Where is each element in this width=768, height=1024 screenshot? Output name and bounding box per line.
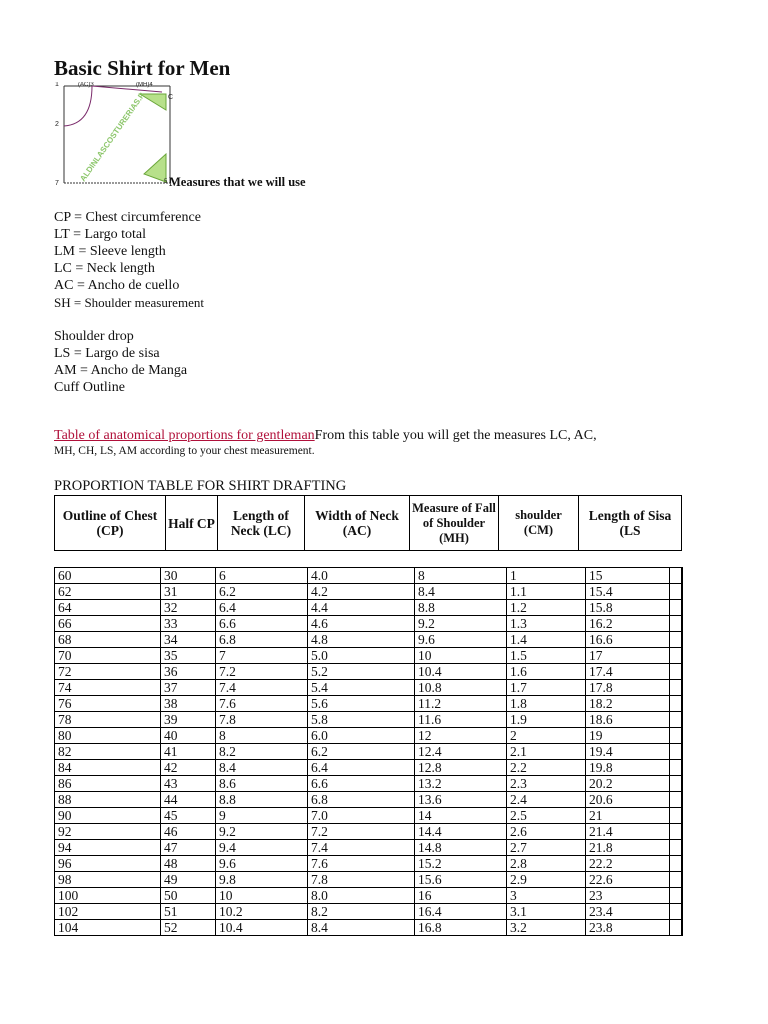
table-row: [55, 760, 682, 776]
table-cell: 18.2: [586, 696, 670, 712]
table-cell: 12.4: [415, 744, 507, 760]
table-cell: 4.0: [308, 568, 415, 584]
table-cell: 6.2: [216, 584, 308, 600]
table-cell: 5.0: [308, 648, 415, 664]
table-cell: 60: [55, 568, 161, 584]
table-cell: 2.3: [507, 776, 586, 792]
table-cell: 36: [161, 664, 216, 680]
table-cell: 1.1: [507, 584, 586, 600]
table-cell: 8.2: [308, 904, 415, 920]
table-cell: 70: [55, 648, 161, 664]
table-cell: 5.4: [308, 680, 415, 696]
definition-lt: LT = Largo total: [54, 227, 147, 242]
proportion-table-header: [54, 495, 682, 551]
table-cell: 6.0: [308, 728, 415, 744]
table-cell: 12.8: [415, 760, 507, 776]
measures-caption: Measures that we will use: [169, 175, 306, 189]
diagram-label-5: 5: [164, 179, 168, 185]
table-cell: 34: [161, 632, 216, 648]
table-cell: 7: [216, 648, 308, 664]
table-cell: 10.8: [415, 680, 507, 696]
table-cell: 9.2: [415, 616, 507, 632]
table-row: [55, 648, 682, 664]
table-cell: 47: [161, 840, 216, 856]
table-row: [55, 792, 682, 808]
table-row: [55, 872, 682, 888]
table-cell: 72: [55, 664, 161, 680]
table-cell: 2.4: [507, 792, 586, 808]
definition-cuff: Cuff Outline: [54, 380, 125, 395]
intro-paragraph: [54, 427, 694, 459]
table-cell: 2.9: [507, 872, 586, 888]
table-cell: 17.4: [586, 664, 670, 680]
table-cell: 21.4: [586, 824, 670, 840]
table-cell: 42: [161, 760, 216, 776]
table-row-end: [670, 760, 682, 776]
header-neck-width: Width of Neck (AC): [305, 496, 410, 551]
definition-lm: LM = Sleeve length: [54, 244, 166, 259]
table-row-end: [670, 568, 682, 584]
table-cell: 1.4: [507, 632, 586, 648]
table-cell: 6.4: [308, 760, 415, 776]
table-row-end: [670, 776, 682, 792]
table-cell: 13.6: [415, 792, 507, 808]
table-cell: 21.8: [586, 840, 670, 856]
table-cell: 51: [161, 904, 216, 920]
table-cell: 15.6: [415, 872, 507, 888]
table-cell: 10.4: [415, 664, 507, 680]
table-row: [55, 664, 682, 680]
table-cell: 10.4: [216, 920, 308, 936]
table-cell: 3: [507, 888, 586, 904]
table-row-end: [670, 744, 682, 760]
table-cell: 14.8: [415, 840, 507, 856]
header-shoulder-cm: shoulder (CM): [499, 496, 579, 551]
table-cell: 2.7: [507, 840, 586, 856]
table-cell: 1.7: [507, 680, 586, 696]
table-row: [55, 616, 682, 632]
table-row: [55, 904, 682, 920]
table-cell: 1.9: [507, 712, 586, 728]
table-cell: 7.6: [308, 856, 415, 872]
definition-lc: LC = Neck length: [54, 261, 155, 276]
header-sisa-length: Length of Sisa (LS: [579, 496, 682, 551]
table-cell: 41: [161, 744, 216, 760]
table-cell: 2.6: [507, 824, 586, 840]
shirt-pattern-diagram: [54, 82, 176, 190]
table-cell: 1.5: [507, 648, 586, 664]
table-row-end: [670, 712, 682, 728]
table-cell: 80: [55, 728, 161, 744]
table-row-end: [670, 840, 682, 856]
table-cell: 17: [586, 648, 670, 664]
page-title: Basic Shirt for Men: [54, 56, 231, 80]
table-row-end: [670, 808, 682, 824]
table-cell: 30: [161, 568, 216, 584]
table-cell: 82: [55, 744, 161, 760]
table-cell: 7.6: [216, 696, 308, 712]
table-row-end: [670, 600, 682, 616]
table-row-end: [670, 584, 682, 600]
table-row-end: [670, 872, 682, 888]
diagram-label-2: 2: [55, 121, 59, 128]
intro-text-2: MH, CH, LS, AM according to your chest measurement.: [54, 445, 315, 457]
definition-sh: SH = Shoulder measurement: [54, 295, 204, 310]
table-row-end: [670, 904, 682, 920]
table-cell: 2.2: [507, 760, 586, 776]
table-cell: 11.2: [415, 696, 507, 712]
table-cell: 8.6: [216, 776, 308, 792]
diagram-watermark: ALDINLASCOSTURERIAS.P: [78, 90, 147, 184]
table-row: [55, 888, 682, 904]
header-shoulder-fall: Measure of Fall of Shoulder (MH): [410, 496, 499, 551]
table-cell: 8.2: [216, 744, 308, 760]
table-cell: 7.0: [308, 808, 415, 824]
table-cell: 15.8: [586, 600, 670, 616]
header-half-cp: Half CP: [166, 496, 218, 551]
table-cell: 40: [161, 728, 216, 744]
table-cell: 8.8: [216, 792, 308, 808]
definition-ac: AC = Ancho de cuello: [54, 278, 180, 293]
table-cell: 1.8: [507, 696, 586, 712]
table-cell: 37: [161, 680, 216, 696]
table-cell: 9: [216, 808, 308, 824]
table-cell: 3.2: [507, 920, 586, 936]
table-cell: 98: [55, 872, 161, 888]
table-row: [55, 712, 682, 728]
diagram-label-mh4: (MH)4: [136, 82, 153, 88]
table-cell: 10: [216, 888, 308, 904]
table-row: [55, 600, 682, 616]
table-cell: 15.2: [415, 856, 507, 872]
table-cell: 7.4: [308, 840, 415, 856]
table-cell: 2.8: [507, 856, 586, 872]
table-cell: 23: [586, 888, 670, 904]
table-cell: 18.6: [586, 712, 670, 728]
table-cell: 64: [55, 600, 161, 616]
table-cell: 46: [161, 824, 216, 840]
table-cell: 7.8: [308, 872, 415, 888]
table-cell: 39: [161, 712, 216, 728]
diagram-label-1: 1: [55, 82, 59, 88]
table-cell: 6.2: [308, 744, 415, 760]
proportions-link[interactable]: Table of anatomical proportions for gentleman: [54, 428, 315, 443]
table-row-end: [670, 680, 682, 696]
intro-text-1: From this table you will get the measures LC, AC,: [314, 428, 597, 443]
table-cell: 6.8: [216, 632, 308, 648]
table-cell: 74: [55, 680, 161, 696]
table-cell: 38: [161, 696, 216, 712]
table-cell: 1.3: [507, 616, 586, 632]
table-cell: 1: [507, 568, 586, 584]
table-cell: 8.8: [415, 600, 507, 616]
table-cell: 20.2: [586, 776, 670, 792]
table-cell: 2: [507, 728, 586, 744]
table-row: [55, 840, 682, 856]
table-cell: 90: [55, 808, 161, 824]
table-cell: 92: [55, 824, 161, 840]
table-cell: 4.2: [308, 584, 415, 600]
table-cell: 8.0: [308, 888, 415, 904]
table-cell: 96: [55, 856, 161, 872]
table-cell: 4.4: [308, 600, 415, 616]
table-cell: 1.6: [507, 664, 586, 680]
table-cell: 9.4: [216, 840, 308, 856]
table-cell: 8: [415, 568, 507, 584]
table-cell: 9.8: [216, 872, 308, 888]
table-row: [55, 776, 682, 792]
table-cell: 22.6: [586, 872, 670, 888]
table-cell: 12: [415, 728, 507, 744]
table-cell: 32: [161, 600, 216, 616]
table-cell: 6: [216, 568, 308, 584]
table-cell: 16: [415, 888, 507, 904]
table-row: [55, 856, 682, 872]
table-row: [55, 632, 682, 648]
table-cell: 31: [161, 584, 216, 600]
table-cell: 76: [55, 696, 161, 712]
table-row: [55, 584, 682, 600]
table-row-end: [670, 664, 682, 680]
table-row-end: [670, 632, 682, 648]
table-cell: 33: [161, 616, 216, 632]
definition-cp: CP = Chest circumference: [54, 210, 201, 225]
table-row: [55, 744, 682, 760]
table-row: [55, 696, 682, 712]
table-cell: 68: [55, 632, 161, 648]
table-cell: 21: [586, 808, 670, 824]
table-cell: 17.8: [586, 680, 670, 696]
table-cell: 45: [161, 808, 216, 824]
table-cell: 22.2: [586, 856, 670, 872]
table-cell: 2.5: [507, 808, 586, 824]
table-cell: 9.6: [415, 632, 507, 648]
table-cell: 6.6: [216, 616, 308, 632]
table-cell: 5.2: [308, 664, 415, 680]
definition-am: AM = Ancho de Manga: [54, 363, 188, 378]
table-cell: 23.8: [586, 920, 670, 936]
table-cell: 5.8: [308, 712, 415, 728]
table-cell: 10: [415, 648, 507, 664]
table-cell: 104: [55, 920, 161, 936]
table-cell: 13.2: [415, 776, 507, 792]
table-cell: 9.2: [216, 824, 308, 840]
table-cell: 8.4: [415, 584, 507, 600]
diagram-label-7: 7: [55, 180, 59, 187]
table-cell: 4.8: [308, 632, 415, 648]
table-cell: 19.4: [586, 744, 670, 760]
table-cell: 7.4: [216, 680, 308, 696]
table-cell: 7.2: [308, 824, 415, 840]
table-row-end: [670, 616, 682, 632]
table-row-end: [670, 792, 682, 808]
table-cell: 66: [55, 616, 161, 632]
proportion-table: [54, 567, 683, 936]
table-cell: 78: [55, 712, 161, 728]
definition-shoulder-drop: Shoulder drop: [54, 329, 134, 344]
table-cell: 35: [161, 648, 216, 664]
table-cell: 16.6: [586, 632, 670, 648]
table-title: PROPORTION TABLE FOR SHIRT DRAFTING: [54, 478, 347, 494]
table-row: [55, 680, 682, 696]
header-chest: Outline of Chest (CP): [55, 496, 166, 551]
table-cell: 7.2: [216, 664, 308, 680]
table-cell: 20.6: [586, 792, 670, 808]
table-cell: 10.2: [216, 904, 308, 920]
table-cell: 11.6: [415, 712, 507, 728]
table-cell: 14: [415, 808, 507, 824]
table-cell: 48: [161, 856, 216, 872]
table-cell: 8: [216, 728, 308, 744]
table-cell: 84: [55, 760, 161, 776]
table-cell: 44: [161, 792, 216, 808]
table-cell: 43: [161, 776, 216, 792]
table-cell: 6.6: [308, 776, 415, 792]
table-row: [55, 920, 682, 936]
table-cell: 1.2: [507, 600, 586, 616]
table-row: [55, 824, 682, 840]
table-row: [55, 808, 682, 824]
table-cell: 16.4: [415, 904, 507, 920]
table-cell: 7.8: [216, 712, 308, 728]
header-neck-length: Length of Neck (LC): [218, 496, 305, 551]
definition-ls: LS = Largo de sisa: [54, 346, 160, 361]
table-cell: 88: [55, 792, 161, 808]
table-cell: 16.2: [586, 616, 670, 632]
table-row-end: [670, 824, 682, 840]
table-cell: 102: [55, 904, 161, 920]
table-row-end: [670, 920, 682, 936]
diagram-label-ac3: (AC)3: [78, 82, 94, 88]
table-cell: 16.8: [415, 920, 507, 936]
table-cell: 3.1: [507, 904, 586, 920]
definitions-list: [54, 209, 204, 396]
table-cell: 49: [161, 872, 216, 888]
table-row-end: [670, 648, 682, 664]
table-cell: 5.6: [308, 696, 415, 712]
table-row-end: [670, 696, 682, 712]
table-cell: 8.4: [216, 760, 308, 776]
table-cell: 23.4: [586, 904, 670, 920]
table-cell: 19: [586, 728, 670, 744]
table-cell: 8.4: [308, 920, 415, 936]
table-cell: 6.4: [216, 600, 308, 616]
table-row: [55, 728, 682, 744]
table-cell: 50: [161, 888, 216, 904]
table-row-end: [670, 856, 682, 872]
table-cell: 94: [55, 840, 161, 856]
table-row-end: [670, 728, 682, 744]
table-cell: 14.4: [415, 824, 507, 840]
table-cell: 62: [55, 584, 161, 600]
table-cell: 15: [586, 568, 670, 584]
diagram-label-c: C: [168, 94, 174, 101]
table-cell: 4.6: [308, 616, 415, 632]
table-cell: 2.1: [507, 744, 586, 760]
table-cell: 15.4: [586, 584, 670, 600]
table-row: [55, 568, 682, 584]
table-cell: 52: [161, 920, 216, 936]
table-cell: 6.8: [308, 792, 415, 808]
table-cell: 19.8: [586, 760, 670, 776]
table-cell: 9.6: [216, 856, 308, 872]
table-cell: 100: [55, 888, 161, 904]
table-cell: 86: [55, 776, 161, 792]
table-row-end: [670, 888, 682, 904]
